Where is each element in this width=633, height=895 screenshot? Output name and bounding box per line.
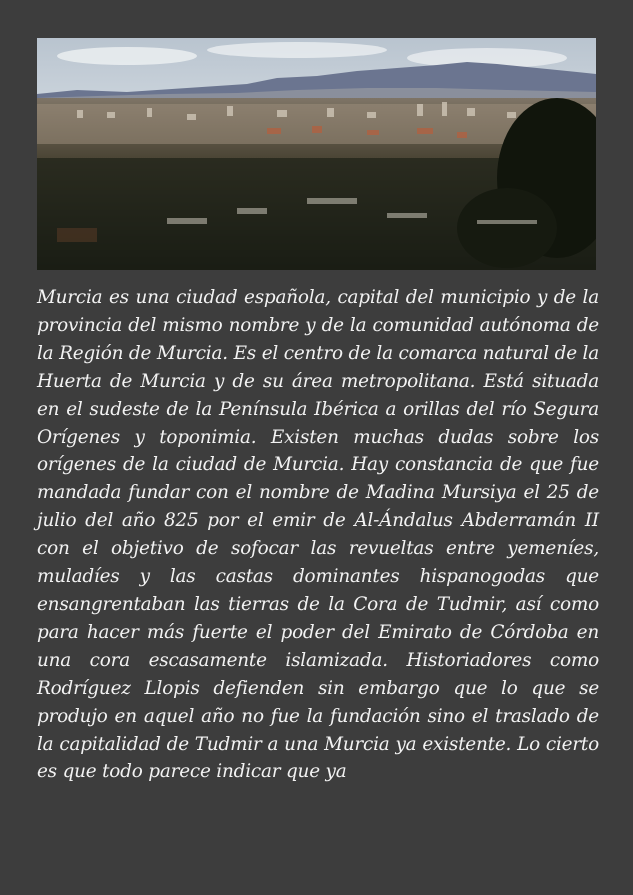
panorama-illustration bbox=[37, 38, 596, 270]
city-panorama-photo bbox=[37, 38, 596, 270]
article-paragraph: Murcia es una ciudad española, capital del municipio y de la provincia del mismo nombre y de la comunidad autónoma de la Región de Murcia. Es el centro de la comarca natural de la Huerta de Murcia y de su área metropolitana. Está situada en el sudeste de la Península Ibérica a orillas del río Segura Orígenes y toponimia. Existen muchas dudas sobre los orígenes de la ciudad de Murcia. Hay constancia de que fue mandada fundar con el nombre de Madina Mursiya el 25 de julio del año 825 por el emir de Al-Ándalus Abderramán II con el objetivo de sofocar las revueltas entre yemeníes, muladíes y las castas dominantes hispanogodas que ensangrentaban las tierras de la Cora de Tudmir, así como para hacer más fuerte el poder del Emirato de Córdoba en una cora escasamente islamizada. Historiadores como Rodríguez Llopis defienden sin embargo que lo que se produjo en aquel año no fue la fundación sino el traslado de la capitalidad de Tudmir a una Murcia ya existente. Lo cierto es que todo parece indicar que ya bbox=[37, 287, 599, 783]
